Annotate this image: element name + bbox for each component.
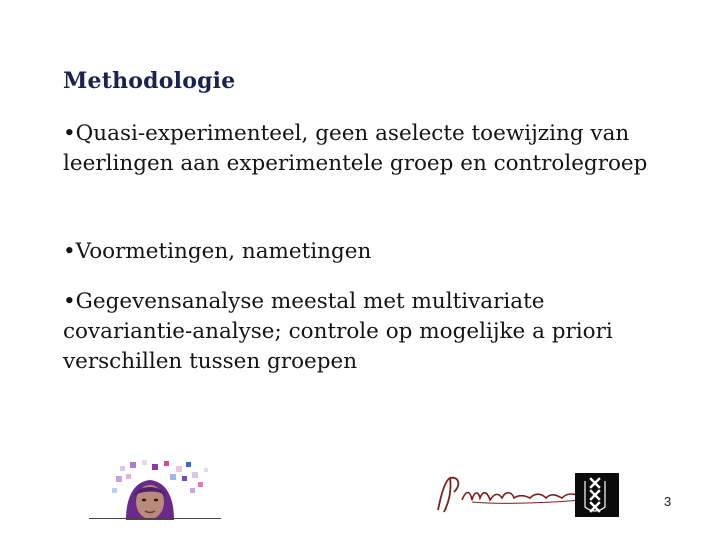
face-mosaic-logo-icon (86, 458, 226, 520)
bullet-item-quasi-experimental: •Quasi-experimenteel, geen aselecte toewijzing van leerlingen aan experimentele groep en controlegroep (63, 121, 648, 176)
bullet-item-measurements: •Voormetingen, nametingen (63, 239, 372, 264)
logo-divider (89, 518, 221, 519)
bullet-item-data-analysis: •Gegevensanalyse meestal met multivariate covariantie-analyse; controle op mogelijke a priori verschillen tussen groepen (63, 289, 613, 374)
uva-triple-x-logo-icon (575, 473, 619, 517)
page-number: 3 (664, 494, 672, 509)
signature-icon (432, 470, 592, 520)
slide-title: Methodologie (63, 68, 236, 94)
